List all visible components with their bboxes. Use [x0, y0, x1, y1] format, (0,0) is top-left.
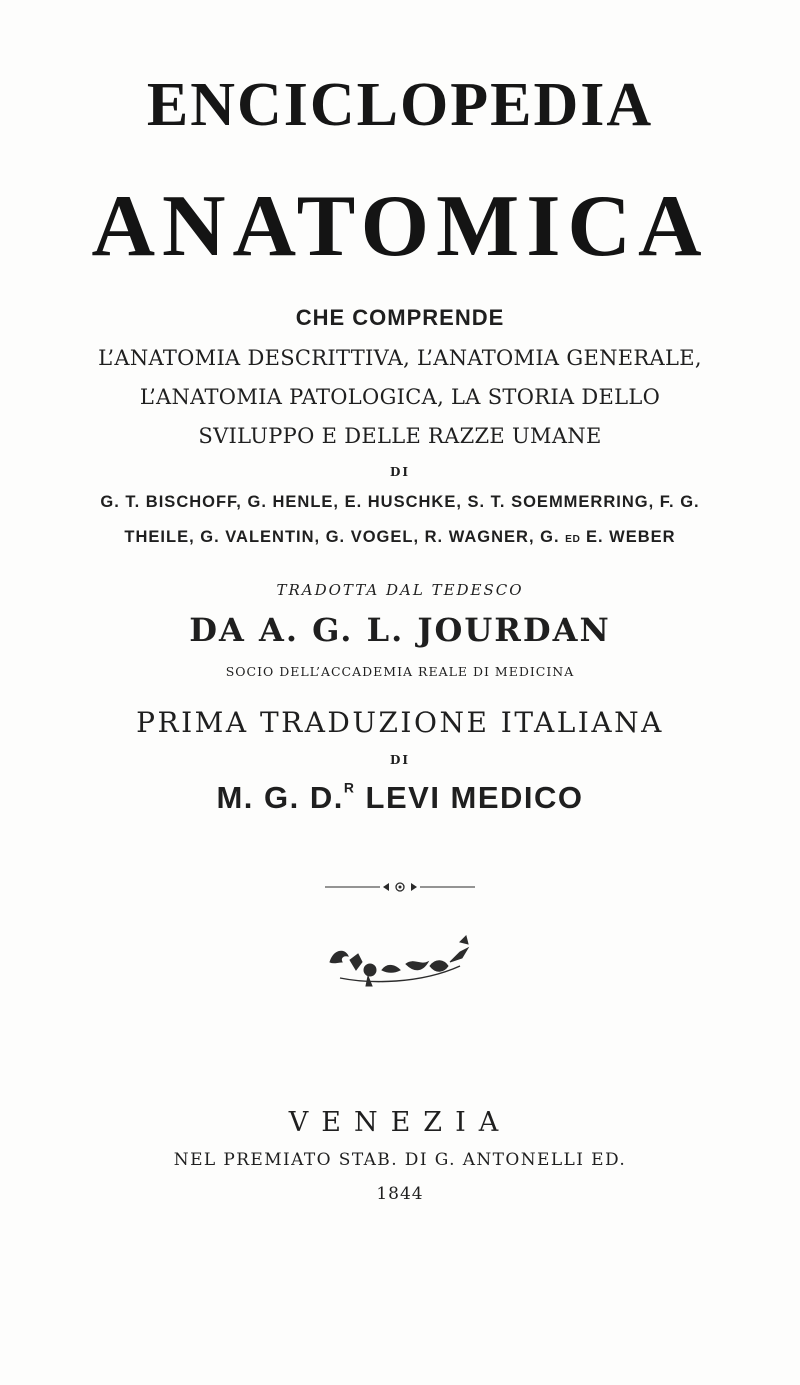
edition-statement: PRIMA TRADUZIONE ITALIANA: [136, 706, 664, 739]
description-line-2: L’ANATOMIA PATOLOGICA, LA STORIA DELLO: [139, 385, 661, 409]
translator-affiliation: SOCIO DELL’ACCADEMIA REALE DI MEDICINA: [225, 664, 575, 679]
translator-name: DA A. G. L. JOURDAN: [189, 611, 611, 649]
editor-sup: R: [343, 779, 356, 796]
authors-line-1: G. T. BISCHOFF, G. HENLE, E. HUSCHKE, S. T. SOEMMERRING, F. G.: [100, 493, 700, 511]
imprint-city: VENEZIA: [288, 1107, 512, 1138]
authors-line-2-part-2: E. WEBER: [585, 528, 676, 546]
editor-surname: LEVI MEDICO: [365, 780, 584, 815]
imprint-printer: NEL PREMIATO STAB. DI G. ANTONELLI ED.: [173, 1150, 627, 1170]
di-label-1: DI: [389, 465, 411, 479]
translated-from: TRADOTTA DAL TEDESCO: [276, 581, 524, 599]
divider-ornament: [325, 880, 475, 894]
editor-prefix: M. G. D.: [216, 780, 344, 815]
title-line-2: ANATOMICA: [91, 178, 709, 275]
description-line-1: L’ANATOMIA DESCRITTIVA, L’ANATOMIA GENERALE,: [98, 346, 702, 370]
description-line-3: SVILUPPO E DELLE RAZZE UMANE: [198, 424, 602, 448]
printer-emblem-icon: [310, 922, 490, 1002]
title-line-1: ENCICLOPEDIA: [146, 71, 654, 139]
authors-line-2-part-1: THEILE, G. VALENTIN, G. VOGEL, R. WAGNER, G.: [124, 528, 560, 546]
authors-line-2: [0, 528, 800, 547]
di-label-2: DI: [389, 753, 411, 767]
authors-conjunction: ED: [565, 534, 581, 545]
editor-name: [0, 780, 800, 816]
subtitle: CHE COMPRENDE: [295, 305, 505, 330]
imprint-year: 1844: [376, 1184, 424, 1204]
